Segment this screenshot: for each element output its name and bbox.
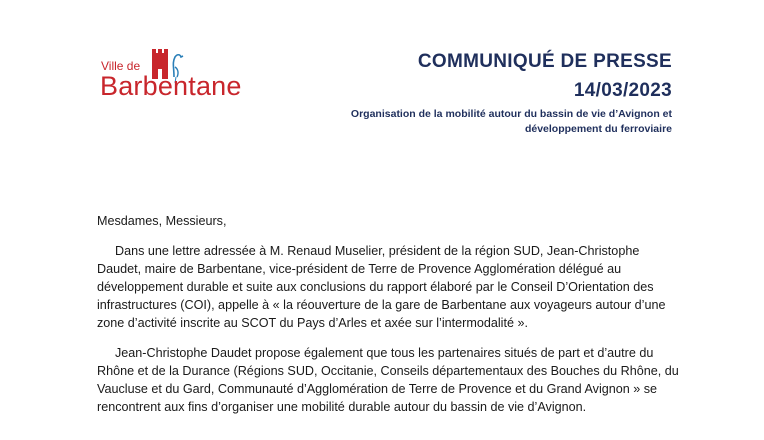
document-subtitle <box>252 107 672 136</box>
document-date: 14/03/2023 <box>573 80 672 101</box>
subtitle-line-2: développement du ferroviaire <box>524 122 672 135</box>
subtitle-line-1: Organisation de la mobilité autour du bassin de vie d’Avignon et <box>350 108 672 120</box>
town-logo <box>100 45 240 105</box>
document-title: COMMUNIQUÉ DE PRESSE <box>417 51 672 72</box>
paragraph-1: Dans une lettre adressée à M. Renaud Muselier, président de la région SUD, Jean-Christophe Daudet, maire de Barbentane, vice-président de Terre de Provence Agglomération délégué au développement durable et suite aux conclusions du rapport élaboré par le Conseil D’Orientation des infrastructures (COI), appelle à « la réouverture de la gare de Barbentane aux voyageurs autour d’une zone d’activité inscrite au SCOT du Pays d’Arles et axée sur l’intermodalité ». <box>97 244 666 330</box>
logo-prefix: Ville de <box>101 59 141 73</box>
salutation: Mesdames, Messieurs, <box>97 214 227 228</box>
letter-body <box>97 212 682 428</box>
paragraph-2: Jean-Christophe Daudet propose également que tous les partenaires situés de part et d’autre du Rhône et de la Durance (Régions SUD, Occitanie, Conseils départementaux des Bouches du Rhône, du Vaucluse et du Gard, Communauté d’Agglomération de Terre de Provence et du Grand Avignon » se rencontrent aux fins d’organiser une mobilité durable autour du bassin de vie d’Avignon. <box>97 346 679 414</box>
logo-town-name: Barbentane <box>100 71 242 101</box>
press-header <box>252 51 672 136</box>
